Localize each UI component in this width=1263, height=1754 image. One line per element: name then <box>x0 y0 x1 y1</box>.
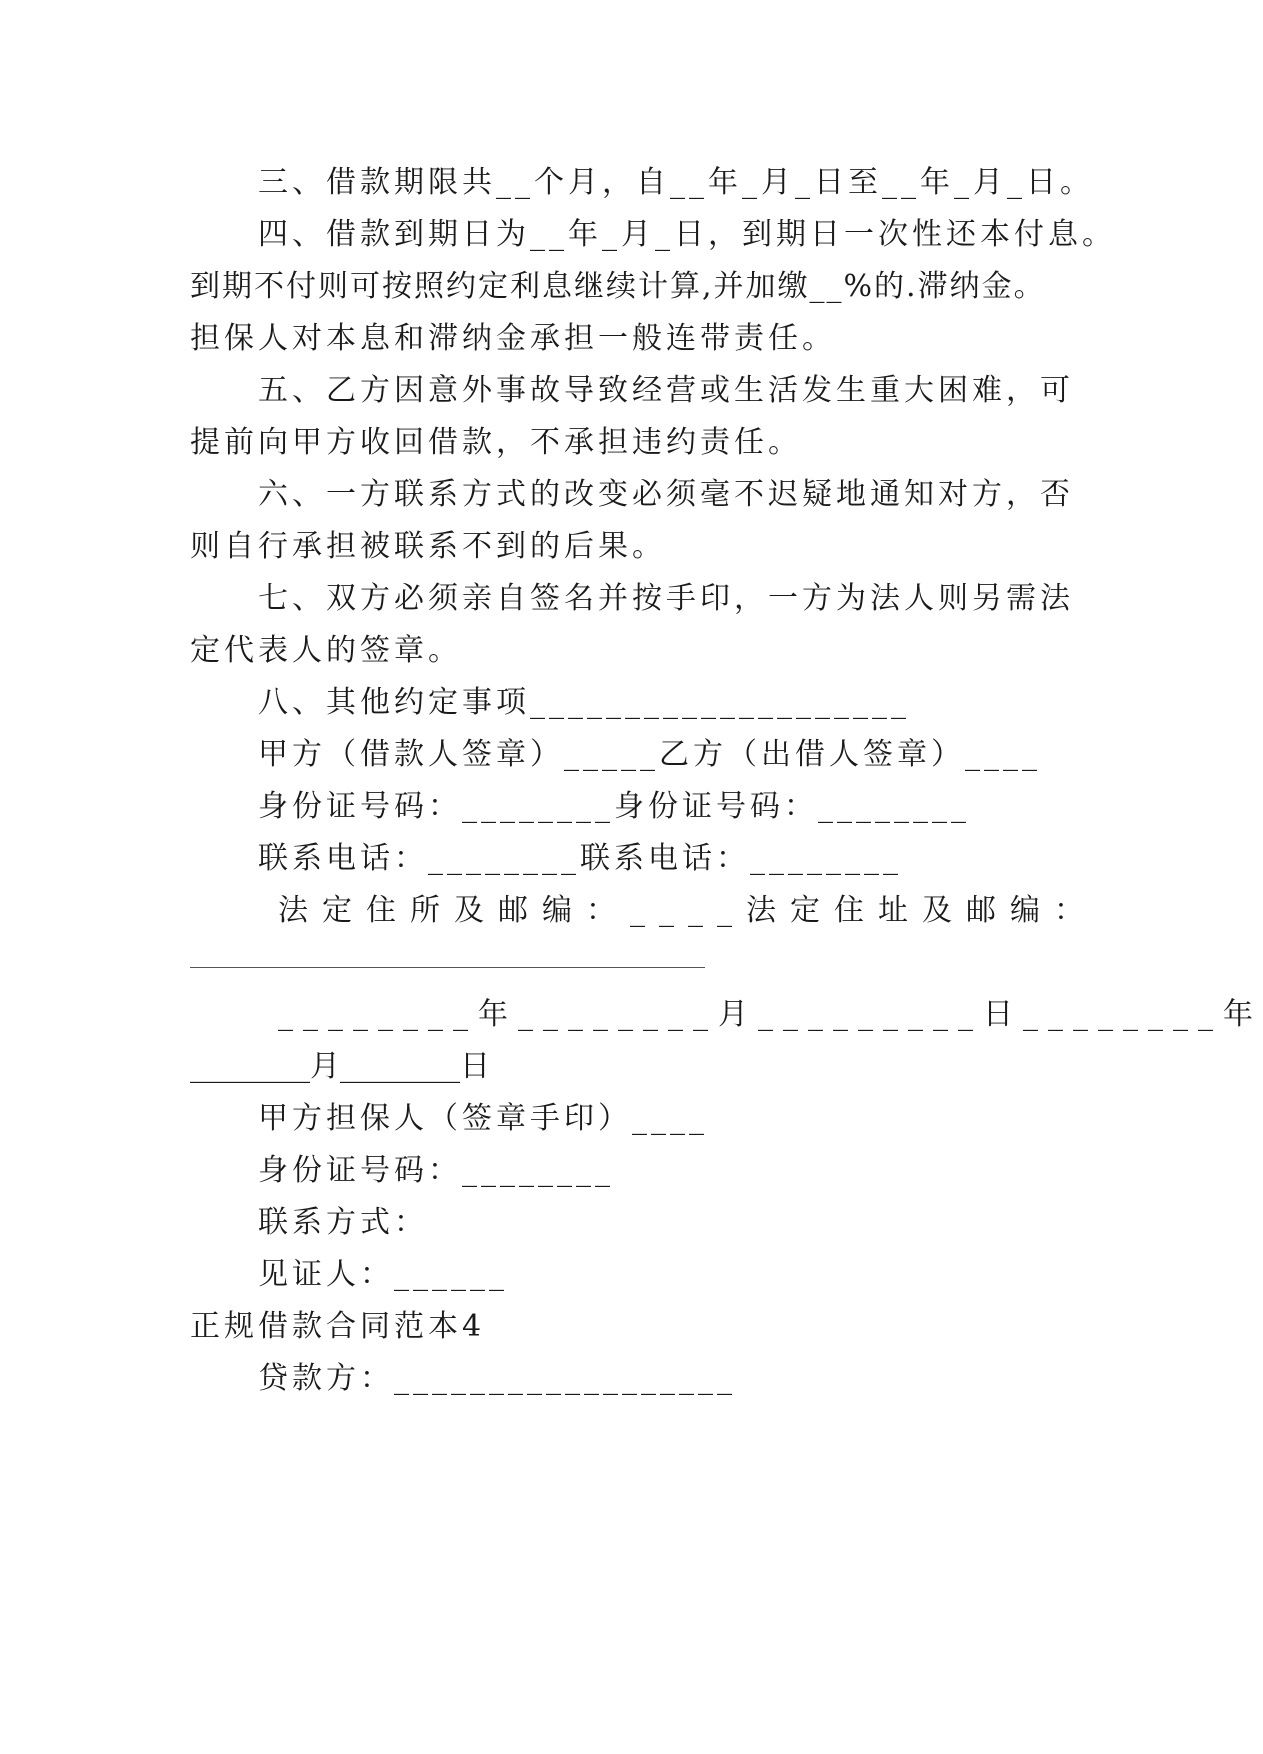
date-fields-line-1: ________年________月_________日________年 <box>278 997 1263 1032</box>
guarantor-contact: 联系方式： <box>258 1205 428 1240</box>
phone-fields: 联系电话：________联系电话：________ <box>258 841 902 876</box>
date-fields-line-2: ________月________日 <box>190 1049 490 1084</box>
clause-4-guarantor: 担保人对本息和滞纳金承担一般连带责任。 <box>190 321 836 356</box>
clause-5-line-2: 提前向甲方收回借款，不承担违约责任。 <box>190 425 802 460</box>
clause-4-due-date: 四、借款到期日为__年_月_日，到期日一次性还本付息。 <box>258 217 1116 252</box>
guarantor-id-number: 身份证号码：________ <box>258 1153 614 1188</box>
address-postcode-fields: 法定住所及邮编：____法定住址及邮编： <box>278 893 1098 928</box>
id-number-fields: 身份证号码：________身份证号码：________ <box>258 789 970 824</box>
clause-6-line-2: 则自行承担被联系不到的后果。 <box>190 529 666 564</box>
lender-field: 贷款方：__________________ <box>258 1361 736 1396</box>
clause-6-line-1: 六、一方联系方式的改变必须毫不迟疑地通知对方，否 <box>258 477 1074 512</box>
signature-parties: 甲方（借款人签章）_____乙方（出借人签章）____ <box>258 737 1041 772</box>
clause-7-line-1: 七、双方必须亲自签名并按手印，一方为法人则另需法 <box>258 581 1074 616</box>
clause-4-late-fee: 到期不付则可按照约定利息继续计算,并加缴__%的.滞纳金。 <box>190 269 1046 304</box>
clause-3-loan-term: 三、借款期限共__个月，自__年_月_日至__年_月_日。 <box>258 165 1094 200</box>
section-heading: 正规借款合同范本4 <box>190 1309 486 1344</box>
guarantor-signature: 甲方担保人（签章手印）____ <box>258 1101 708 1136</box>
address-blank-line <box>190 967 705 968</box>
clause-7-line-2: 定代表人的签章。 <box>190 633 462 668</box>
witness-field: 见证人：______ <box>258 1257 508 1292</box>
clause-8-other-terms: 八、其他约定事项____________________ <box>258 685 910 720</box>
clause-5-line-1: 五、乙方因意外事故导致经营或生活发生重大困难，可 <box>258 373 1074 408</box>
